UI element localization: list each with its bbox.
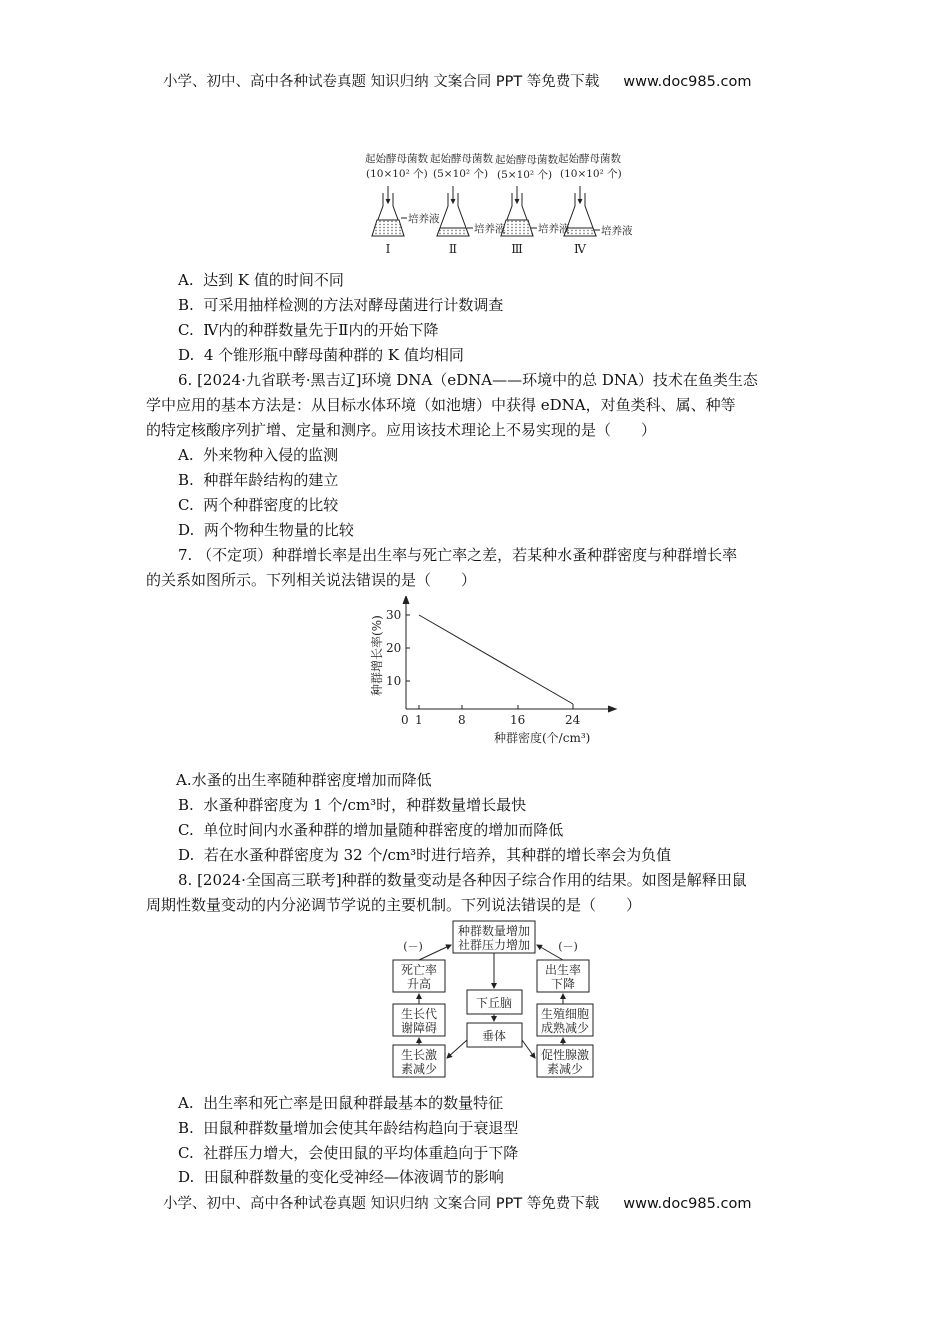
flask-4-numeral: Ⅳ bbox=[574, 242, 586, 256]
flask-3-label: 起始酵母菌数 bbox=[495, 154, 558, 166]
x-tick-16: 16 bbox=[510, 713, 526, 727]
option-text: 可采用抽样检测的方法对酵母菌进行计数调查 bbox=[203, 296, 504, 314]
x-tick-0: 0 bbox=[401, 713, 409, 727]
flask-1-count: (10×10² 个) bbox=[366, 168, 428, 180]
flask-1-medium: 培养液 bbox=[408, 213, 440, 225]
x-tick-1: 1 bbox=[415, 713, 423, 727]
box-text: 下降 bbox=[550, 977, 576, 991]
flask-1 bbox=[372, 186, 407, 236]
q7-option-d bbox=[178, 845, 671, 865]
option-text: 单位时间内水蚤种群的增加量随种群密度的增加而降低 bbox=[203, 821, 564, 839]
q7-option-a bbox=[176, 770, 432, 790]
box-text: 出生率 bbox=[544, 963, 582, 977]
option-key: B. bbox=[178, 796, 194, 814]
q6-option-d bbox=[178, 520, 354, 540]
flask-2-count: (5×10² 个) bbox=[433, 168, 489, 180]
q8-stem-line-2: 周期性数量变动的内分泌调节学说的主要机制。下列说法错误的是（ ） bbox=[146, 896, 642, 914]
q7-option-b bbox=[178, 795, 526, 815]
q5-option-c bbox=[178, 320, 438, 340]
option-text: 外来物种入侵的监测 bbox=[203, 446, 339, 464]
y-axis-label: 种群增长率(%) bbox=[370, 615, 384, 696]
flask-4-medium: 培养液 bbox=[601, 225, 633, 237]
option-key: D. bbox=[178, 1168, 195, 1186]
option-key: D. bbox=[178, 346, 195, 364]
page-header bbox=[163, 70, 751, 91]
flask-2 bbox=[437, 186, 473, 236]
box-text: 生殖细胞 bbox=[540, 1007, 590, 1021]
q7-stem-line-2: 的关系如图所示。下列相关说法错误的是（ ） bbox=[146, 571, 477, 589]
option-key: A. bbox=[178, 446, 194, 464]
page-footer bbox=[163, 1192, 751, 1213]
option-text: 出生率和死亡率是田鼠种群最基本的数量特征 bbox=[203, 1094, 504, 1112]
box-text: 种群数量增加 bbox=[457, 924, 531, 938]
option-text: 4 个锥形瓶中酵母菌种群的 K 值均相同 bbox=[203, 346, 464, 364]
option-text: 达到 K 值的时间不同 bbox=[203, 271, 344, 289]
option-text: 若在水蚤种群密度为 32 个/cm³时进行培养，其种群的增长率会为负值 bbox=[203, 846, 672, 864]
flask-3-numeral: Ⅲ bbox=[511, 242, 523, 256]
flask-3 bbox=[501, 186, 537, 236]
box-text: 生长激 bbox=[400, 1048, 438, 1062]
option-text: Ⅳ内的种群数量先于Ⅱ内的开始下降 bbox=[203, 321, 439, 339]
option-key: C. bbox=[178, 1144, 194, 1162]
option-text: 水蚤种群密度为 1 个/cm³时，种群数量增长最快 bbox=[203, 796, 527, 814]
box-text: 促性腺激 bbox=[540, 1048, 590, 1062]
flask-4-count: (10×10² 个) bbox=[560, 168, 622, 180]
x-tick-24: 24 bbox=[565, 713, 581, 727]
flask-2-numeral: Ⅱ bbox=[448, 242, 458, 256]
option-text: 两个种群密度的比较 bbox=[203, 496, 339, 514]
flask-1-numeral: Ⅰ bbox=[385, 242, 391, 256]
flask-4-label: 起始酵母菌数 bbox=[558, 153, 621, 165]
q8-stem-line-1: 8. [2024·全国高三联考]种群的数量变动是各种因子综合作用的结果。如图是解释田鼠 bbox=[178, 871, 747, 889]
flask-1-label: 起始酵母菌数 bbox=[365, 153, 428, 165]
box-text: 死亡率 bbox=[400, 963, 438, 977]
flask-figure bbox=[355, 148, 635, 258]
footer-text: 小学、初中、高中各种试卷真题 知识归纳 文案合同 PPT 等免费下载 bbox=[163, 1196, 600, 1212]
box-text: 升高 bbox=[406, 977, 432, 991]
q6-option-a bbox=[178, 445, 338, 465]
growth-rate-chart bbox=[365, 596, 625, 746]
y-tick-20: 20 bbox=[386, 641, 402, 655]
box-text: 下丘脑 bbox=[475, 996, 513, 1010]
option-key: A. bbox=[178, 1094, 194, 1112]
box-text: 素减少 bbox=[400, 1062, 438, 1076]
box-text: 素减少 bbox=[546, 1062, 584, 1076]
q6-stem-line-3: 的特定核酸序列扩增、定量和测序。应用该技术理论上不易实现的是（ ） bbox=[146, 421, 657, 439]
box-text: 垂体 bbox=[481, 1029, 507, 1043]
x-tick-8: 8 bbox=[458, 713, 466, 727]
negative-feedback-left: (－) bbox=[403, 940, 423, 953]
option-key: D. bbox=[178, 846, 195, 864]
x-axis-label: 种群密度(个/cm³) bbox=[494, 731, 591, 745]
q6-option-c bbox=[178, 495, 338, 515]
option-text: 社群压力增大，会使田鼠的平均体重趋向于下降 bbox=[203, 1144, 519, 1162]
q8-option-a bbox=[178, 1093, 503, 1113]
q8-option-b bbox=[178, 1118, 518, 1138]
option-key: B. bbox=[178, 1119, 194, 1137]
header-text: 小学、初中、高中各种试卷真题 知识归纳 文案合同 PPT 等免费下载 bbox=[163, 74, 600, 90]
option-key: C. bbox=[178, 496, 194, 514]
flask-3-count: (5×10² 个) bbox=[497, 169, 553, 181]
flask-2-label: 起始酵母菌数 bbox=[430, 153, 493, 165]
q8-option-d bbox=[178, 1167, 504, 1187]
q7-stem-line-1: 7. （不定项）种群增长率是出生率与死亡率之差，若某种水蚤种群密度与种群增长率 bbox=[178, 546, 738, 564]
flask-3-medium: 培养液 bbox=[538, 223, 570, 235]
option-key: A. bbox=[178, 271, 194, 289]
box-text: 谢障碍 bbox=[400, 1021, 438, 1035]
q5-option-a bbox=[178, 270, 344, 290]
q6-stem-line-1: 6. [2024·九省联考·黑吉辽]环境 DNA（eDNA——环境中的总 DNA）技术在鱼类生态 bbox=[178, 371, 758, 389]
flask-2-medium: 培养液 bbox=[474, 223, 506, 235]
option-text: 田鼠种群数量增加会使其年龄结构趋向于衰退型 bbox=[203, 1119, 519, 1137]
option-text: 水蚤的出生率随种群密度增加而降低 bbox=[191, 771, 432, 789]
q5-option-b bbox=[178, 295, 503, 315]
y-tick-10: 10 bbox=[386, 674, 402, 688]
box-text: 社群压力增加 bbox=[457, 938, 531, 952]
q8-option-c bbox=[178, 1143, 518, 1163]
option-text: 两个物种生物量的比较 bbox=[203, 521, 354, 539]
growth-rate-line bbox=[419, 615, 573, 704]
endocrine-regulation-diagram bbox=[385, 918, 605, 1083]
option-key: B. bbox=[178, 296, 194, 314]
option-key: C. bbox=[178, 821, 194, 839]
option-text: 种群年龄结构的建立 bbox=[203, 471, 339, 489]
negative-feedback-right: (－) bbox=[558, 940, 578, 953]
option-key: C. bbox=[178, 321, 194, 339]
q6-stem-line-2: 学中应用的基本方法是：从目标水体环境（如池塘）中获得 eDNA，对鱼类科、属、种等 bbox=[146, 396, 736, 414]
option-key: A. bbox=[176, 771, 192, 789]
q5-option-d bbox=[178, 345, 464, 365]
box-text: 生长代 bbox=[400, 1007, 438, 1021]
q7-option-c bbox=[178, 820, 563, 840]
header-url: www.doc985.com bbox=[623, 74, 752, 90]
option-text: 田鼠种群数量的变化受神经—体液调节的影响 bbox=[203, 1168, 504, 1186]
option-key: B. bbox=[178, 471, 194, 489]
y-tick-30: 30 bbox=[386, 608, 402, 622]
box-text: 成熟减少 bbox=[540, 1021, 590, 1035]
option-key: D. bbox=[178, 521, 195, 539]
q6-option-b bbox=[178, 470, 338, 490]
footer-url: www.doc985.com bbox=[623, 1196, 752, 1212]
